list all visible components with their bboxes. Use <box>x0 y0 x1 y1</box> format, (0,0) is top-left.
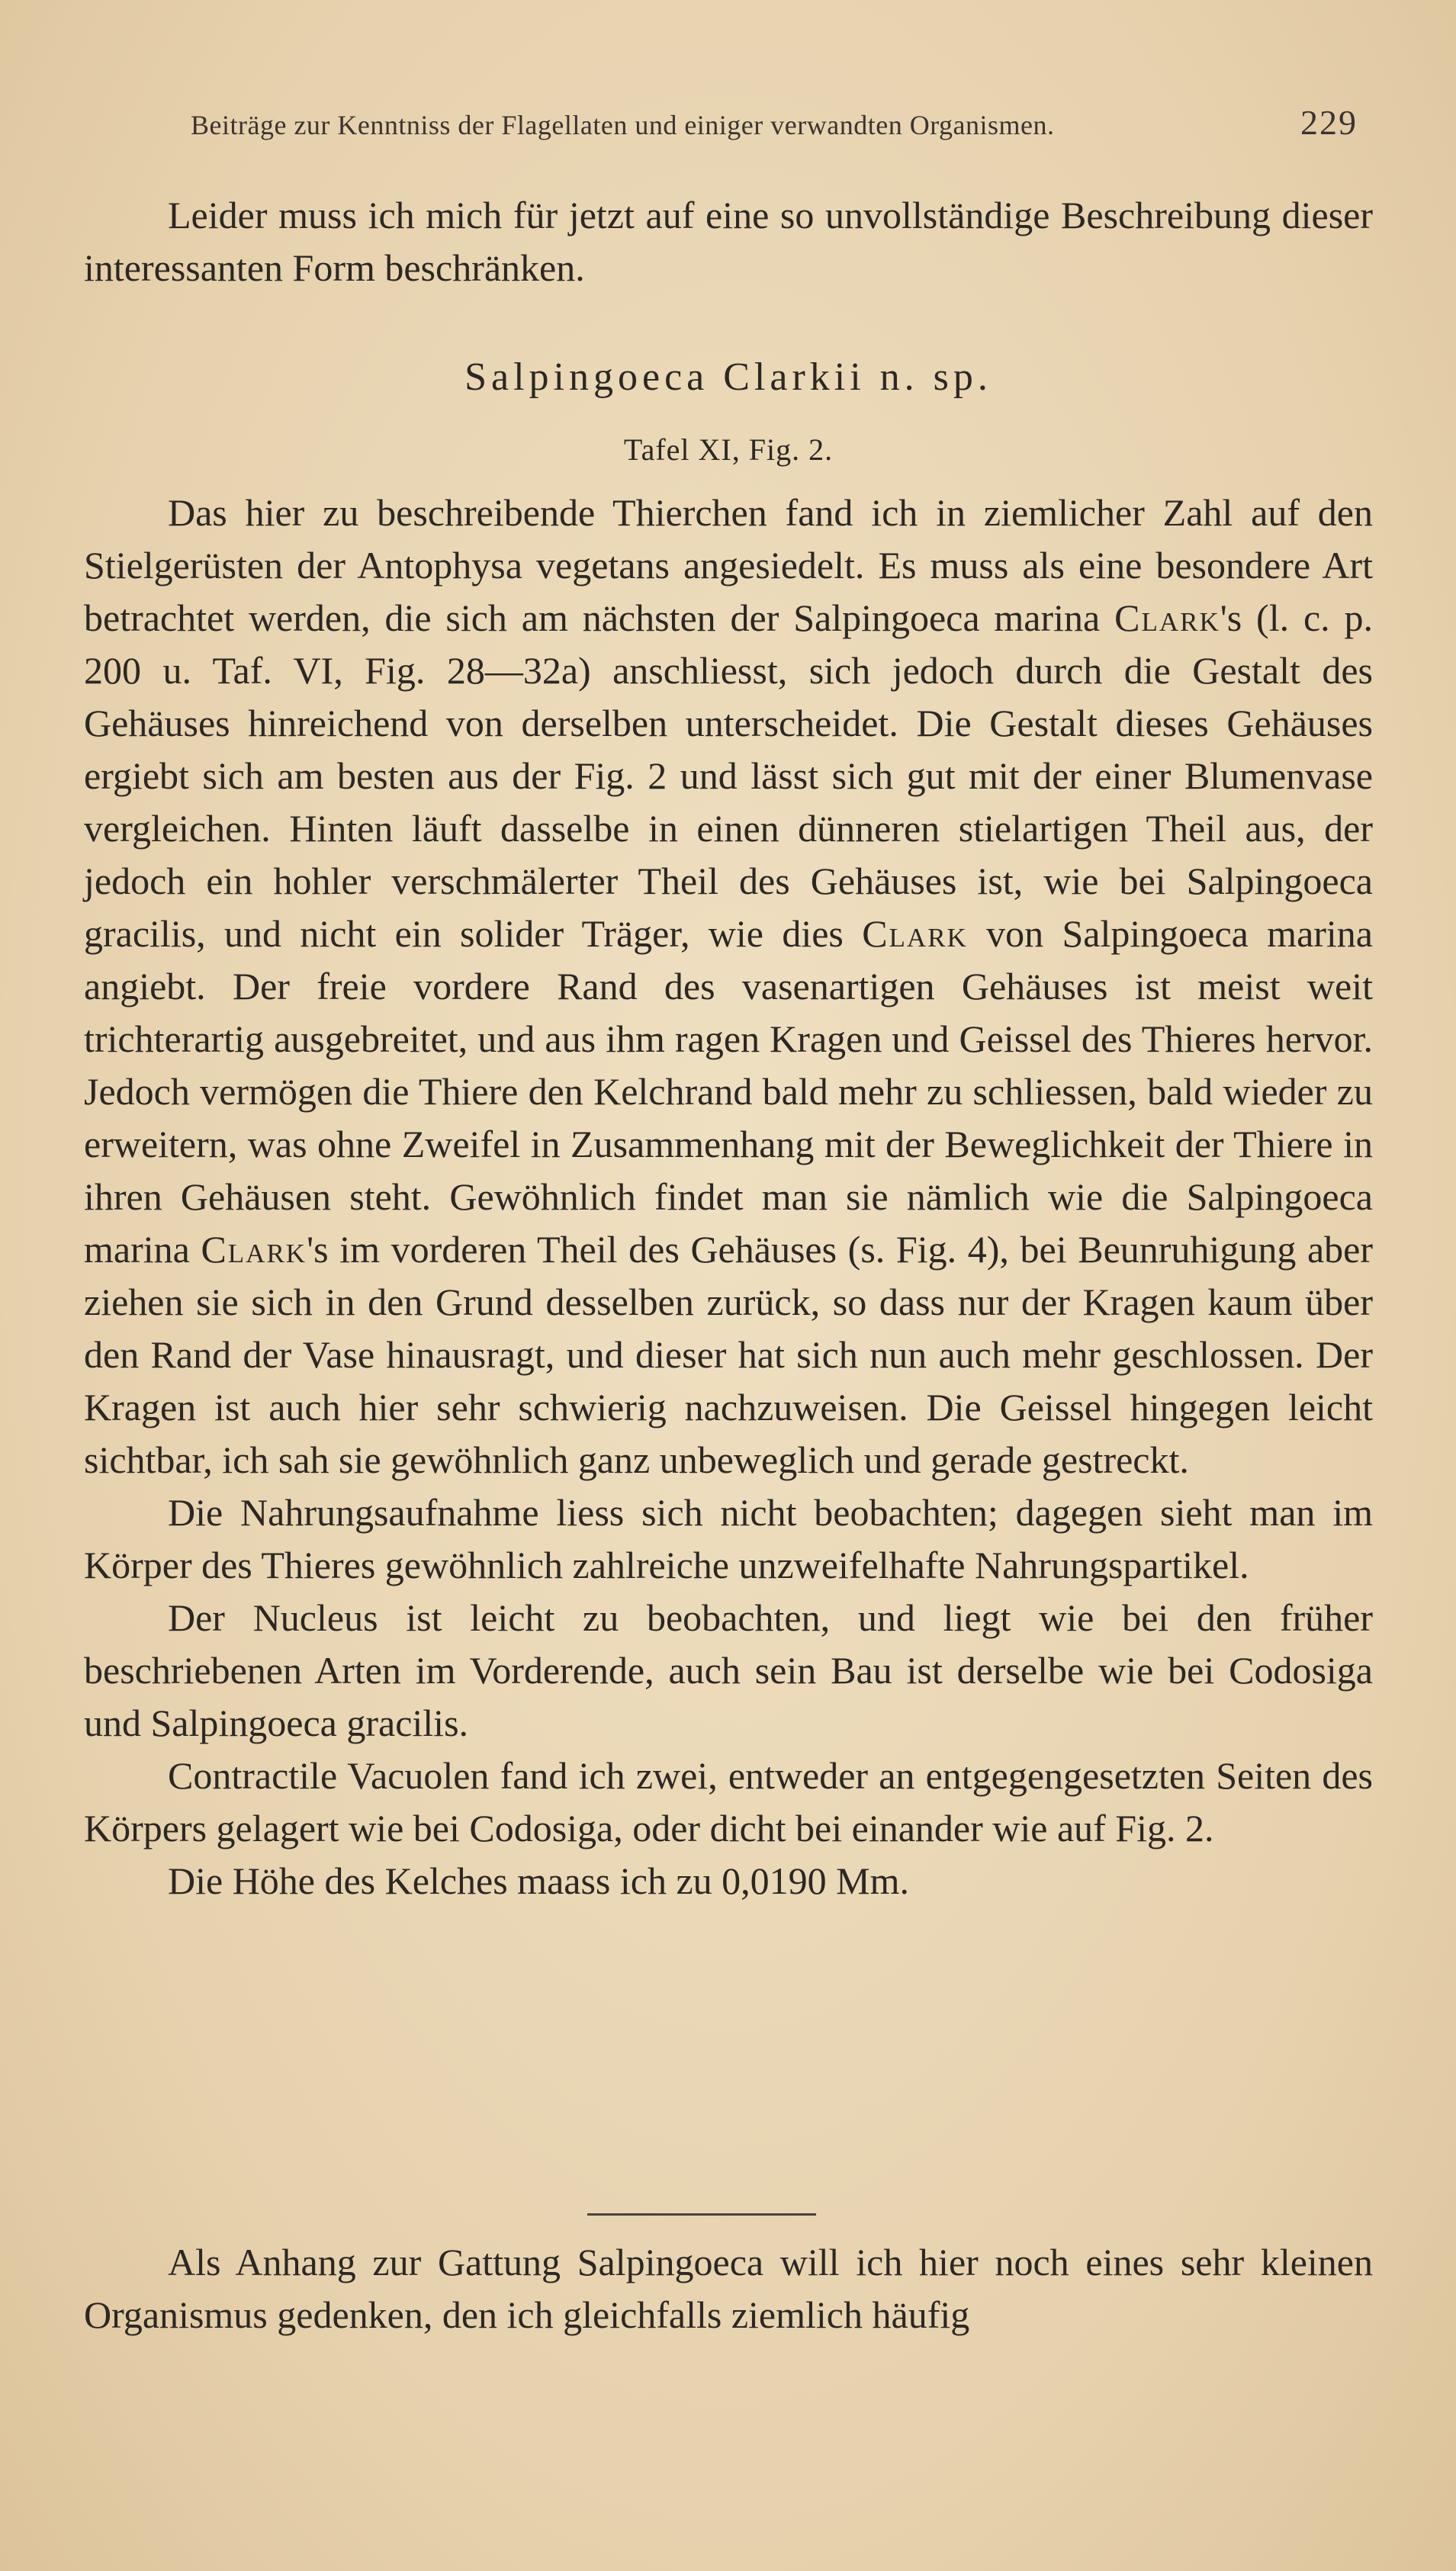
page-number: 229 <box>1300 103 1358 142</box>
author-name: Clark <box>201 1228 307 1271</box>
author-name: Clark <box>1114 596 1220 639</box>
plate-reference: Tafel XI, Fig. 2. <box>623 432 834 467</box>
section-heading-block <box>84 351 1373 403</box>
paragraph-description <box>84 487 1373 1486</box>
plate-reference-block <box>84 423 1373 476</box>
paragraph-vacuoles: Contractile Vacuolen fand ich zwei, entweder an entgegengesetzten Seiten des Körpers gelagert wie bei Codosiga, oder dicht bei einander wie auf Fig. 2. <box>84 1754 1373 1850</box>
text-run: von Salpingoeca marina angiebt. Der freie vordere Rand des vasenartigen Gehäuses ist meist weit trichterartig ausgebreitet, und aus ihm ragen Kragen und Geissel des Thieres hervor. Jedoch vermögen die Thiere den Kelchrand bald mehr zu schliessen, bald wieder zu erweitern, was ohne Zweifel in Zusammenhang mit der Beweglichkeit der Thiere in ihren Gehäusen steht. Gewöhnlich findet man sie nämlich wie die Salpingoeca marina <box>84 912 1373 1271</box>
paragraph-nucleus: Der Nucleus ist leicht zu beobachten, und liegt wie bei den früher beschriebenen Arten im Vorderende, auch sein Bau ist derselbe wie bei Codosiga und Salpingoeca gracilis. <box>84 1596 1373 1744</box>
paragraph-measurement: Die Höhe des Kelches maass ich zu 0,0190 Mm. <box>168 1859 909 1902</box>
text-run: 's (l. c. p. 200 u. Taf. VI, Fig. 28—32a) anschliesst, sich jedoch durch die Gestalt des Gehäuses hinreichend von derselben unterscheidet. Die Gestalt dieses Gehäuses ergiebt sich am besten aus der Fig. 2 und lässt sich gut mit der einer Blumenvase vergleichen. Hinten läuft dasselbe in einen dünneren stielartigen Theil aus, der jedoch ein hohler verschmälerter Theil des Gehäuses ist, wie bei Salpingoeca gracilis, und nicht ein solider Träger, wie dies <box>84 596 1373 955</box>
paragraph-appendix: Als Anhang zur Gattung Salpingoeca will ich hier noch eines sehr kleinen Organismus gedenken, den ich gleichfalls ziemlich häufig <box>84 2241 1373 2336</box>
paragraph-nutrition: Die Nahrungsaufnahme liess sich nicht beobachten; dagegen sieht man im Körper des Thieres gewöhnlich zahlreiche unzweifelhafte Nahrungspartikel. <box>84 1491 1373 1586</box>
text-run: 's im vorderen Theil des Gehäuses (s. Fig. 4), bei Beunruhigung aber ziehen sie sich in den Grund desselben zurück, so dass nur der Kragen kaum über den Rand der Vase hinausragt, und dieser hat sich nun auch mehr geschlossen. Der Kragen ist auch hier sehr schwierig nachzuweisen. Die Geissel hingegen leicht sichtbar, ich sah sie gewöhnlich ganz unbeweglich und gerade gestreckt. <box>84 1228 1373 1481</box>
running-title: Beiträge zur Kenntniss der Flagellaten und einiger verwandten Organismen. <box>191 110 1055 140</box>
running-header <box>191 102 1358 143</box>
appendix-text <box>84 2236 1373 2341</box>
body-text <box>84 487 1373 1907</box>
intro-paragraph: Leider muss ich mich für jetzt auf eine so unvollständige Beschreibung dieser interessanten Form beschränken. <box>84 194 1373 289</box>
intro-block <box>84 189 1373 294</box>
text-run: Das hier zu beschreibende Thierchen fand ich in ziemlicher Zahl auf den Stielgerüsten der Antophysa vegetans angesiedelt. Es muss als eine besondere Art betrachtet werden, die sich am nächsten der Salpingoeca marina <box>84 491 1373 639</box>
author-name: Clark <box>862 912 968 955</box>
section-divider <box>587 2213 816 2216</box>
section-title: Salpingoeca Clarkii n. sp. <box>464 355 992 399</box>
